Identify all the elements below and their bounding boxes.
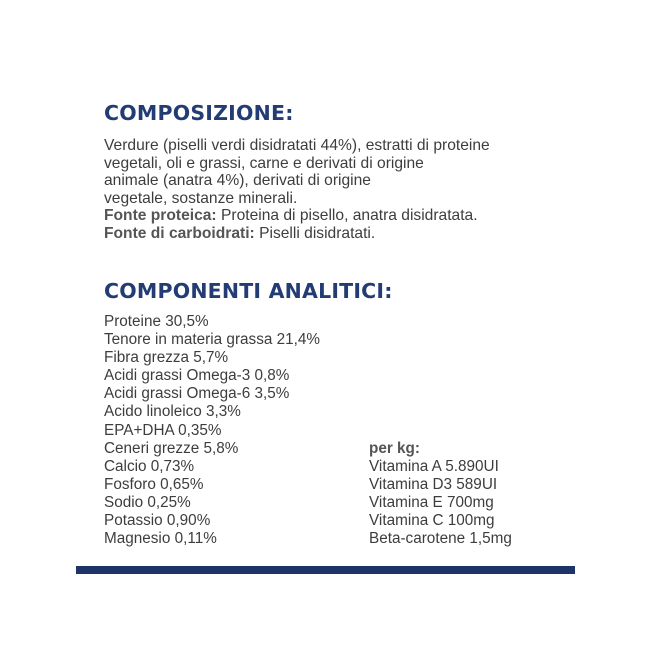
protein-source-value: Proteina di pisello, anatra disidratata. <box>216 207 478 225</box>
composition-heading: COMPOSIZIONE: <box>104 101 294 125</box>
composition-line: Verdure (piselli verdi disidratati 44%), estratti di proteine <box>104 137 490 154</box>
analytical-heading: COMPONENTI ANALITICI: <box>104 279 393 303</box>
composition-line: vegetali, oli e grassi, carne e derivati di origine <box>104 154 424 172</box>
vitamin-item: Vitamina C 100mg <box>369 512 495 530</box>
composition-line: animale (anatra 4%), derivati di origine <box>104 172 371 190</box>
analytical-item: Magnesio 0,11% <box>104 530 217 548</box>
analytical-item: Potassio 0,90% <box>104 512 211 530</box>
analytical-list <box>104 313 320 548</box>
analytical-item: Sodio 0,25% <box>104 493 191 511</box>
analytical-item: Ceneri grezze 5,8% <box>104 439 239 457</box>
vitamin-item: Vitamina E 700mg <box>369 493 494 511</box>
vitamin-item: Beta-carotene 1,5mg <box>369 530 512 548</box>
analytical-item: Fibra grezza 5,7% <box>104 349 229 367</box>
analytical-item: Acido linoleico 3,3% <box>104 403 241 421</box>
analytical-item: Fosforo 0,65% <box>104 475 204 493</box>
composition-text <box>104 137 584 243</box>
analytical-item: Proteine 30,5% <box>104 313 209 330</box>
analytical-item: EPA+DHA 0,35% <box>104 421 222 439</box>
vitamin-list <box>369 440 512 549</box>
vitamin-item: Vitamina A 5.890UI <box>369 457 499 475</box>
vitamin-item: Vitamina D3 589UI <box>369 475 498 493</box>
analytical-item: Acidi grassi Omega-3 0,8% <box>104 367 290 385</box>
carb-source-line <box>104 225 584 243</box>
analytical-item: Tenore in materia grassa 21,4% <box>104 331 320 349</box>
analytical-item: Calcio 0,73% <box>104 457 195 475</box>
footer-bar <box>76 566 575 574</box>
composition-line: vegetale, sostanze minerali. <box>104 189 298 207</box>
carb-source-label: Fonte di carboidrati: <box>104 224 255 242</box>
analytical-item: Acidi grassi Omega-6 3,5% <box>104 385 290 403</box>
protein-source-label: Fonte proteica: <box>104 207 217 225</box>
protein-source-line <box>104 207 584 225</box>
per-kg-heading: per kg: <box>369 439 420 457</box>
carb-source-value: Piselli disidratati. <box>254 224 376 242</box>
